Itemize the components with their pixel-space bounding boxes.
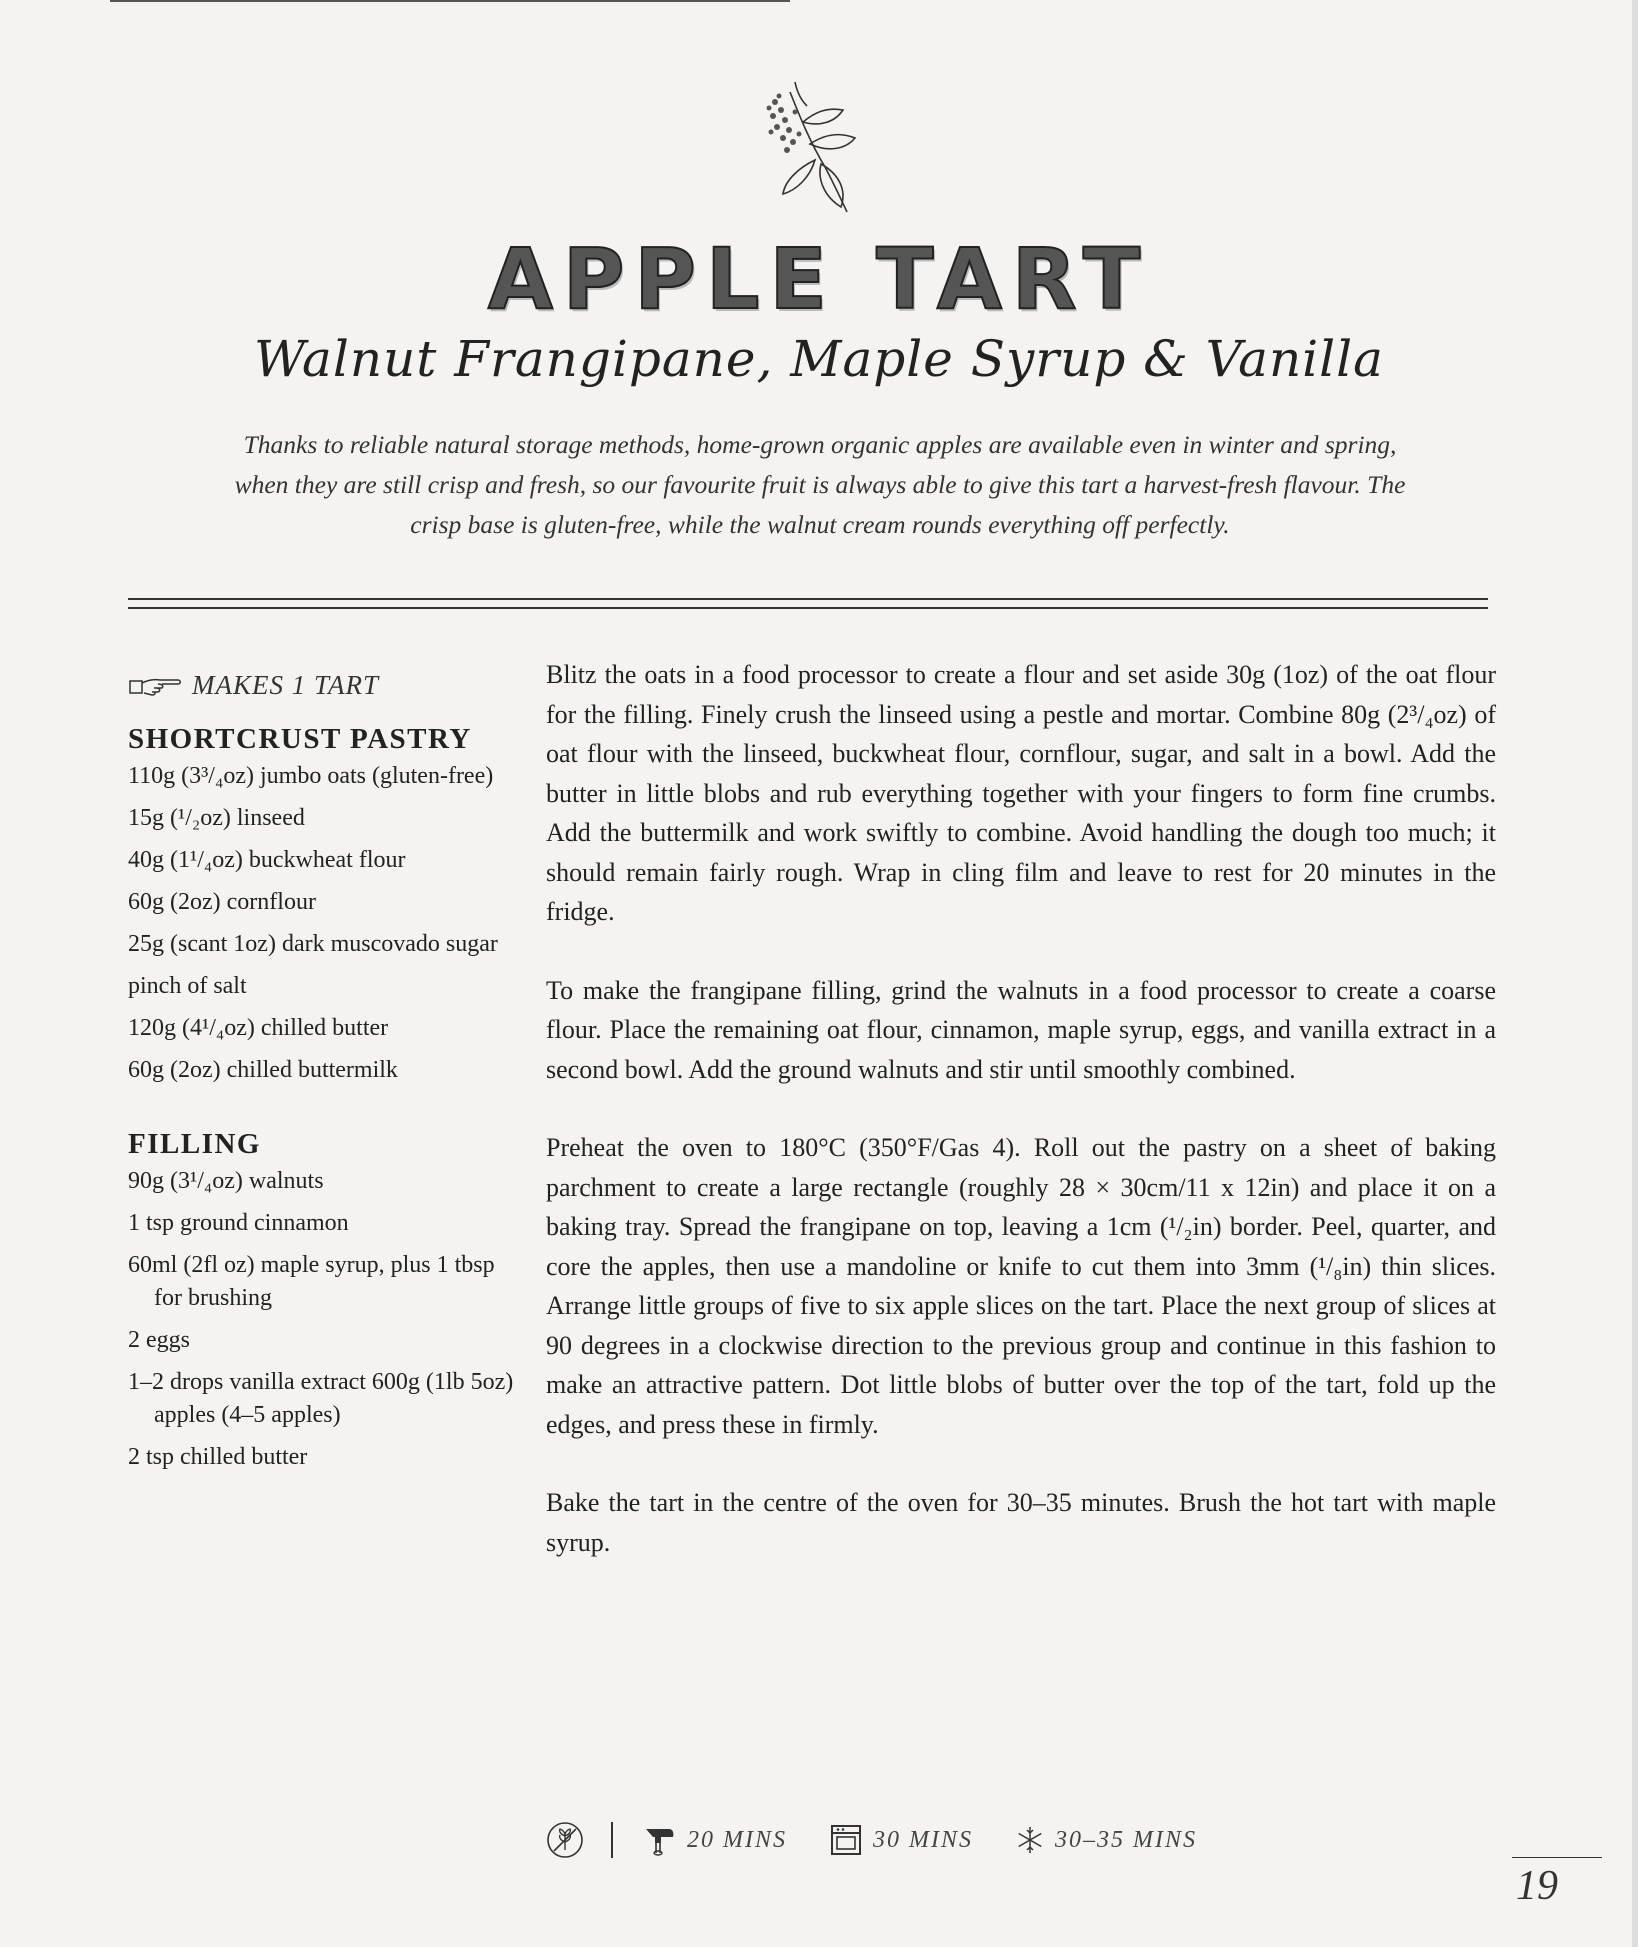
ingredient-item: pinch of salt [128, 973, 247, 999]
shortcrust-heading: SHORTCRUST PASTRY [128, 723, 472, 755]
yield-text: MAKES 1 TART [192, 670, 379, 700]
filling-heading: FILLING [128, 1128, 261, 1160]
ingredients-column [128, 670, 528, 1483]
ingredient-item: 25g (scant 1oz) dark muscovado sugar [128, 931, 498, 957]
ingredient-item: 90g (3¹/₄oz) walnuts [128, 1168, 324, 1194]
hand-mixer-icon [643, 1823, 677, 1857]
prep-time [643, 1823, 787, 1857]
method-paragraph: Bake the tart in the centre of the oven for 30–35 minutes. Brush the hot tart with maple syrup. [546, 1488, 1496, 1557]
yield-line [128, 670, 528, 701]
chill-time [1015, 1825, 1197, 1855]
footer-separator [611, 1822, 613, 1858]
bake-time [829, 1823, 973, 1857]
ingredient-item: 60g (2oz) cornflour [128, 889, 316, 915]
recipe-footer [545, 1820, 1239, 1860]
ingredient-item: 110g (3³/₄oz) jumbo oats (gluten-free) [128, 763, 494, 789]
snowflake-icon [1015, 1825, 1045, 1855]
page-number-rule [1512, 1857, 1602, 1858]
recipe-subtitle: Walnut Frangipane, Maple Syrup & Vanilla [254, 330, 1384, 388]
method-paragraph: Blitz the oats in a food processor to create a flour and set aside 30g (1oz) of the oat flour for the filling. Finely crush the linseed using a pestle and mortar. Combine 80g (2³/₄oz) of oat flour with the linseed, buckwheat flour, cornflour, sugar, and salt in a bowl. Add the butter in little blobs and rub everything together with your fingers to form fine crumbs. Add the buttermilk and work swiftly to combine. Avoid handling the dough too much; it should remain fairly rough. Wrap in cling film and leave to rest for 20 minutes in the fridge. [546, 660, 1496, 926]
pointing-hand-icon [128, 675, 182, 697]
gluten-free-icon [545, 1820, 585, 1860]
bake-time-label: 30 MINS [873, 1826, 973, 1853]
chill-time-label: 30–35 MINS [1055, 1826, 1197, 1853]
method-column [546, 655, 1496, 1601]
top-rule [110, 0, 790, 2]
prep-time-label: 20 MINS [687, 1826, 787, 1853]
ingredient-item: 15g (¹/₂oz) linseed [128, 805, 305, 831]
ingredient-item: 120g (4¹/₄oz) chilled butter [128, 1015, 389, 1041]
ingredient-item: 2 eggs [128, 1327, 190, 1353]
recipe-intro: Thanks to reliable natural storage methods, home-grown organic apples are available even in winter and spring, when they are still crisp and fresh, so our favourite fruit is always able to give this tart a harvest-fresh flavour. The crisp base is gluten-free, while the walnut cream rounds everything off perfectly. [234, 430, 1406, 539]
botanical-illustration-icon [755, 72, 865, 217]
ingredient-item: 2 tsp chilled butter [128, 1444, 308, 1470]
ingredient-item: 1–2 drops vanilla extract 600g (1lb 5oz) apples (4–5 apples) [128, 1369, 514, 1428]
method-paragraph: To make the frangipane filling, grind the walnuts in a food processor to create a coarse flour. Place the remaining oat flour, cinnamon, maple syrup, eggs, and vanilla extract in a second bowl. Add the ground walnuts and stir until smoothly combined. [546, 975, 1496, 1084]
oven-icon [829, 1823, 863, 1857]
method-paragraph: Preheat the oven to 180°C (350°F/Gas 4). Roll out the pastry on a sheet of baking parchment to create a large rectangle (roughly 28 × 30cm/11 x 12in) and place it on a baking tray. Spread the frangipane on top, leaving a 1cm (¹/₂in) border. Peel, quarter, and core the apples, then use a mandoline or knife to cut them into 3mm (¹/₈in) thin slices. Arrange little groups of five to six apple slices on the tart. Place the next group of slices at 90 degrees in a clockwise direction to the previous group and continue in this fashion to make an attractive pattern. Dot little blobs of butter over the top of the tart, fold up the edges, and press these in firmly. [546, 1133, 1496, 1439]
ingredient-item: 1 tsp ground cinnamon [128, 1210, 349, 1236]
section-divider [128, 598, 1488, 609]
ingredient-item: 40g (1¹/₄oz) buckwheat flour [128, 847, 406, 873]
ingredient-item: 60g (2oz) chilled buttermilk [128, 1057, 398, 1083]
page-number: 19 [1516, 1863, 1558, 1909]
ingredient-item: 60ml (2fl oz) maple syrup, plus 1 tbsp for brushing [128, 1252, 495, 1311]
recipe-title: APPLE TART [487, 230, 1151, 328]
